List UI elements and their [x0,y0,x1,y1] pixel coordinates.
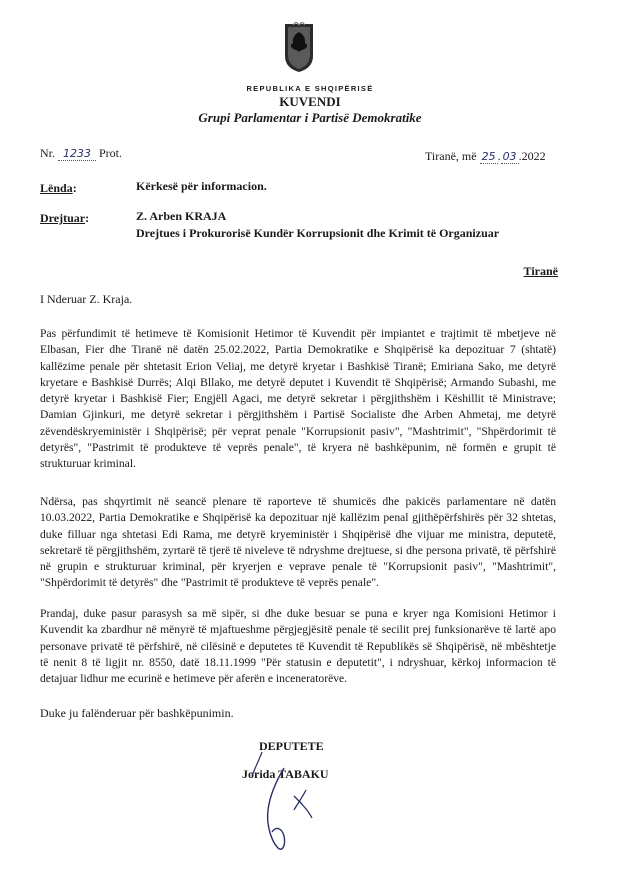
protocol-number [40,146,122,161]
date-prefix: Tiranë, më [425,149,477,163]
greeting: I Nderuar Z. Kraja. [40,292,133,306]
addressee-city: Tiranë [523,264,558,278]
document-date [425,149,546,164]
paragraph-3: Prandaj, duke pasur parasysh sa më sipër, si dhe duke besuar se puna e kryer nga Komisioni Hetimor i Kuvendit ka zbardhur në mënyrë të mjaftueshme përgjegjësitë penale të secilit prej funksionarëve të lartë apo personave privatë të përfshirë, në cilësinë e deputetes të Kuvendit të Republikës së Shqipërisë, në mbështetje të nenit 8 të ligjit nr. 8550, datë 18.11.1999 "Për statusin e deputetit", i ndryshuar, kërkoj informacion të detajuar lidhur me ecurinë e hetimeve për aferën e inceneratorëve. [40,607,556,686]
date-separator: . [497,149,501,163]
paragraph-2: Ndërsa, pas shqyrtimit në seancë plenare të raporteve të shumicës dhe pakicës parlamentare në datën 10.03.2022, Partia Demokratike e Shqipërisë ka depozituar një kallëzim penal gjithëpërfshirës për 32 shtetas, duke filluar nga shtetasi Edi Rama, me detyrë kryeministër i Shqipërisë dhe vijuar me ministra, deputetë, sekretarë të përgjithshëm, zyrtarë të tjerë të niveleve të ndryshme drejtuese, si dhe persona privatë, të përfshirë në grupin e strukturuar kriminal, për kryerjen e veprave penale të "Korrupsionit pasiv", "Mashtrimit", "Shpërdorimit të detyrës" dhe "Pastrimit të produkteve të veprës penale". [40,495,556,590]
republic-heading: REPUBLIKA E SHQIPËRISË [246,84,374,93]
date-year: .2022 [518,149,546,163]
group-heading: Grupi Parlamentar i Partisë Demokratike [198,110,422,125]
addressee-label: Drejtuar: [40,211,90,225]
addressee-name: Z. Arben KRAJA [136,209,227,223]
addressee-title: Drejtues i Prokurorisë Kundër Korrupsionit dhe Krimit të Organizuar [136,226,500,240]
nr-label: Nr. [40,146,55,160]
subject-value: Kërkesë për informacion. [136,179,267,193]
date-day-handwritten: 25 [481,150,496,163]
handwritten-signature [232,750,342,855]
subject-label: Lënda: [40,181,77,195]
coat-of-arms-emblem [283,22,315,74]
paragraph-1: Pas përfundimit të hetimeve të Komisionit Hetimor të Kuvendit për impiantet e trajtimit të mbetjeve në Elbasan, Fier dhe Tiranë në datën 25.02.2022, Partia Demokratike e Shqipërisë ka depozituar 7 (shtatë) kallëzime penale për shtetasit Erion Veliaj, me detyrë kryetar i Bashkisë Tiranë; Emiriana Sako, me detyrë kryetare e Bashkisë Durrës; Alqi Bllako, me detyrë deputet i Kuvendit të Shqipërisë; Armando Subashi, me detyrë kryetar i Bashkisë Fier; Engjëll Agaci, me detyrë sekretar i përgjithshëm i Këshillit të Ministrave; Damian Gjinkuri, me detyrë sekretar i përgjithshëm i Partisë Socialiste dhe Arben Ahmetaj, me detyrë zëvendëskryeministër i Shqipërisë; për veprat penale "Korrupsionit pasiv", "Mashtrimit", "Shpërdorimit të detyrës", "Pastrimit të produkteve të veprës penale", të kryera në bashkëpunim, në formën e grupit të strukturuar kriminal. [40,327,556,471]
nr-value-handwritten: 1233 [58,147,96,161]
date-month-handwritten: 03 [502,150,517,163]
assembly-heading: KUVENDI [279,94,341,109]
signatory-name: Jorida TABAKU [242,767,329,781]
prot-label: Prot. [99,146,123,160]
signature-role: DEPUTETE [259,739,324,753]
closing-line: Duke ju falënderuar për bashkëpunimin. [40,706,234,720]
